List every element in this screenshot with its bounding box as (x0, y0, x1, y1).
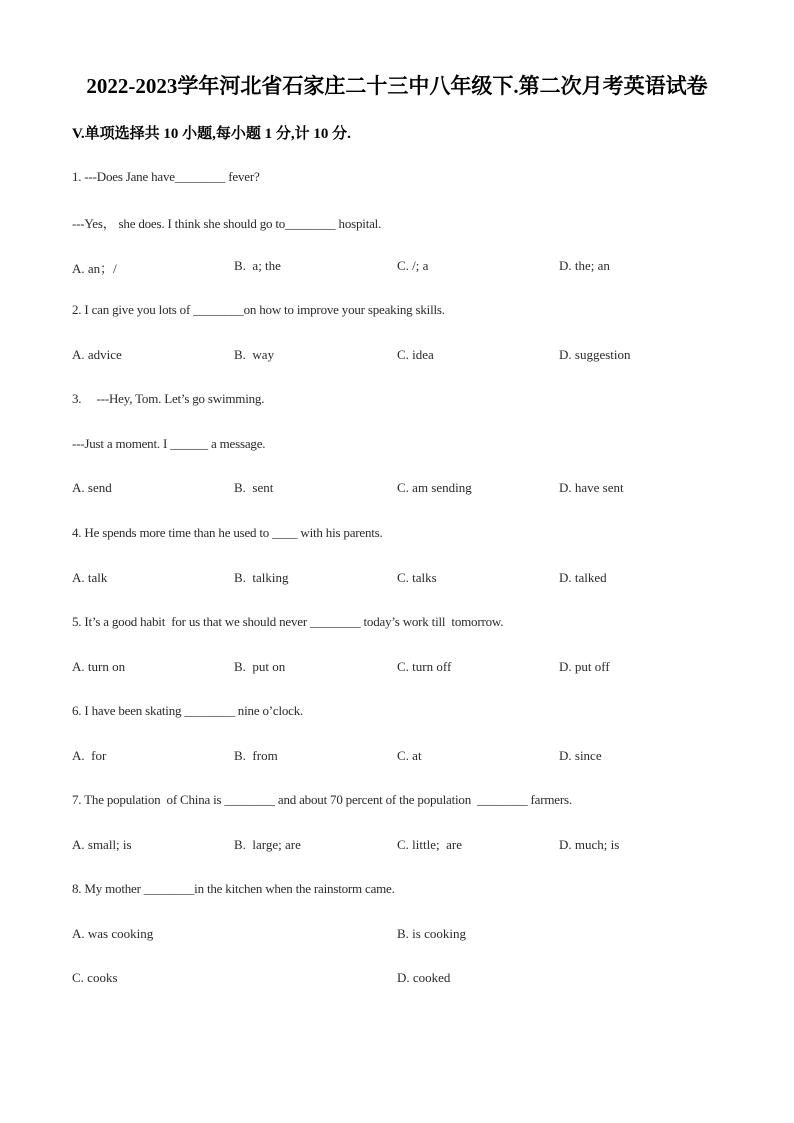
question-6-option-d: D. since (559, 748, 602, 763)
question-2-option-d: D. suggestion (559, 347, 631, 362)
question-3-option-b: B. sent (234, 480, 274, 495)
question-5-stem: 5. It’s a good habit for us that we should never ________ today’s work till tomorrow. (72, 614, 504, 629)
question-7-stem: 7. The population of China is ________ and about 70 percent of the population ________ farmers. (72, 792, 572, 807)
question-3-stem-line-2: ---Just a moment. I ______ a message. (72, 436, 266, 451)
question-6-stem: 6. I have been skating ________ nine o’clock. (72, 703, 304, 718)
question-5-option-a: A. turn on (72, 659, 126, 674)
question-8-option-d: D. cooked (397, 970, 451, 985)
question-3-option-d: D. have sent (559, 480, 624, 495)
question-3-stem: 3. ---Hey, Tom. Let’s go swimming. (72, 391, 265, 406)
question-4-option-b: B. talking (234, 570, 289, 585)
exam-title: 2022-2023学年河北省石家庄二十三中八年级下.第二次月考英语试卷 (86, 74, 708, 98)
question-1-option-d: D. the; an (559, 258, 610, 273)
question-7-option-d: D. much; is (559, 837, 620, 852)
question-6-option-c: C. at (397, 748, 422, 763)
question-2-option-c: C. idea (397, 347, 434, 362)
question-8-option-c: C. cooks (72, 970, 118, 985)
question-6-option-b: B. from (234, 748, 278, 763)
section-heading: V.单项选择共 10 小题,每小题 1 分,计 10 分. (72, 126, 351, 142)
question-6-option-a: A. for (72, 748, 107, 763)
question-7-option-a: A. small; is (72, 837, 132, 852)
question-7-option-c: C. little; are (397, 837, 462, 852)
question-8-option-b: B. is cooking (397, 926, 466, 941)
question-8-stem: 8. My mother ________in the kitchen when the rainstorm came. (72, 881, 395, 896)
question-5-option-b: B. put on (234, 659, 286, 674)
question-1-stem-line-2: ---Yes， she does. I think she should go to________ hospital. (72, 216, 382, 231)
question-7-option-b: B. large; are (234, 837, 301, 852)
question-5-option-d: D. put off (559, 659, 610, 674)
question-2-option-a: A. advice (72, 347, 122, 362)
question-2-stem: 2. I can give you lots of ________on how to improve your speaking skills. (72, 302, 445, 317)
question-4-option-d: D. talked (559, 570, 607, 585)
question-4-stem: 4. He spends more time than he used to ____ with his parents. (72, 525, 383, 540)
question-3-option-a: A. send (72, 480, 112, 495)
question-4-option-a: A. talk (72, 570, 108, 585)
question-8-option-a: A. was cooking (72, 926, 154, 941)
question-1-stem: 1. ---Does Jane have________ fever? (72, 169, 260, 184)
question-5-option-c: C. turn off (397, 659, 452, 674)
question-3-option-c: C. am sending (397, 480, 472, 495)
question-1-option-b: B. a; the (234, 258, 281, 273)
question-2-option-b: B. way (234, 347, 275, 362)
question-4-option-c: C. talks (397, 570, 437, 585)
question-1-option-a: A. an；/ (72, 261, 117, 276)
question-1-option-c: C. /; a (397, 258, 429, 273)
